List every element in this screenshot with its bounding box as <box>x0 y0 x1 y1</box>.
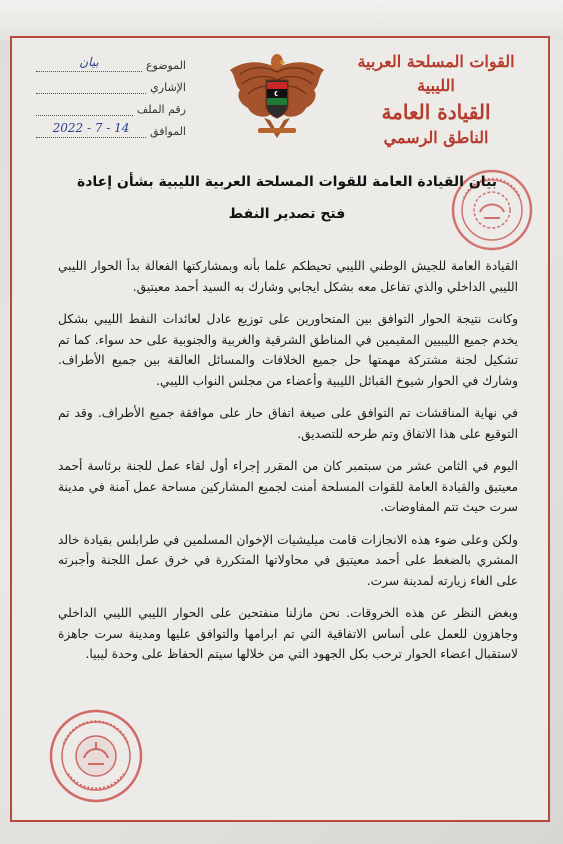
meta-file-value <box>36 99 133 116</box>
meta-file-label: رقم الملف <box>136 103 186 116</box>
official-stamp-icon <box>48 708 144 808</box>
meta-reference-value <box>36 77 146 94</box>
meta-date-row <box>36 116 186 138</box>
document-meta <box>36 50 186 138</box>
meta-subject-row <box>36 50 186 72</box>
body-paragraph-5: ولكن وعلى ضوء هذه الانجازات قامت ميليشيات الإخوان المسلمين في طرابلس بقيادة خالد المشري بالضغط على أحمد معيتيق في محاولاتها المتكررة في خرق عمل اللجنة وأجبرته على الغاء زيارته لمدينة سرت. <box>58 532 518 588</box>
body-paragraph-2: وكانت نتيجة الحوار التوافق بين المتحاورين على توزيع عادل لعائدات النفط الليبي بشكل يخدم جميع الليبيين المقيمين في المناطق الشرقية والغربية والجنوبية على حد سواء. كما تم تشكيل لجنة مشتركة مهمتها حل جميع الخلافات والمسائل العالقة بين جميع الأطراف. وشارك في الحوار شيوخ القبائل الليبية وأعضاء من مجلس النواب الليبي. <box>58 312 518 388</box>
eagle-emblem-icon <box>222 46 332 146</box>
statement-body <box>58 256 518 677</box>
statement-title-line-1: بيان القيادة العامة للقوات المسلحة العربية الليبية بشأن إعادة <box>76 174 498 190</box>
body-paragraph-3: في نهاية المناقشات تم التوافق على صيغة اتفاق حاز على موافقة جميع الأطراف. وقد تم التوقيع على هذا الاتفاق وتم طرحه للتصديق. <box>58 406 518 441</box>
letterhead-org <box>336 50 536 150</box>
org-line-2: القيادة العامة <box>381 100 491 124</box>
document-page <box>10 36 550 822</box>
meta-file-row <box>36 94 186 116</box>
statement-title-line-2: فتح تصدير النفط <box>228 206 346 222</box>
org-line-3: الناطق الرسمي <box>383 128 489 147</box>
meta-subject-value: بيان <box>36 55 142 72</box>
meta-subject-label: الموضوع <box>145 59 186 72</box>
body-paragraph-1: القيادة العامة للجيش الوطني الليبي تحيطكم علما بأنه وبمشاركتها الفعالة بدأ الحوار الليبي الليبي الداخلي والذي تفاعل معه بشكل ايجابي وشارك به السيد أحمد معيتيق. <box>58 259 518 294</box>
meta-reference-label: الإشاري <box>150 81 186 94</box>
paper-top-edge <box>0 0 563 40</box>
meta-date-label: الموافق <box>150 125 186 138</box>
body-paragraph-4: اليوم في الثامن عشر من سبتمبر كان من المقرر إجراء أول لقاء عمل للجنة برئاسة أحمد معيتيق والقيادة العامة للقوات المسلحة أمنت لجميع المشاركين مساحة عمل آمنة في مدينة سرت حيث تتم المفاوضات. <box>58 459 518 514</box>
meta-reference-row <box>36 72 186 94</box>
org-line-1: القوات المسلحة العربية الليبية <box>357 52 515 95</box>
meta-date-value: 2022 - 7 - 14 <box>36 121 146 138</box>
statement-title <box>52 166 522 230</box>
body-paragraph-6: وبغض النظر عن هذه الخروقات. نحن مازلنا منفتحين على الحوار الليبي الليبي الداخلي وجاهزون للعمل على أساس الاتفاقية التي تم ابرامها والتوافق عليها ومدينة سرت جاهزة لاستقبال اعضاء الحوار ترحب بكل الجهود التي من خلالها سيتم الحفاظ على وحدة ليبيا. <box>58 606 518 661</box>
